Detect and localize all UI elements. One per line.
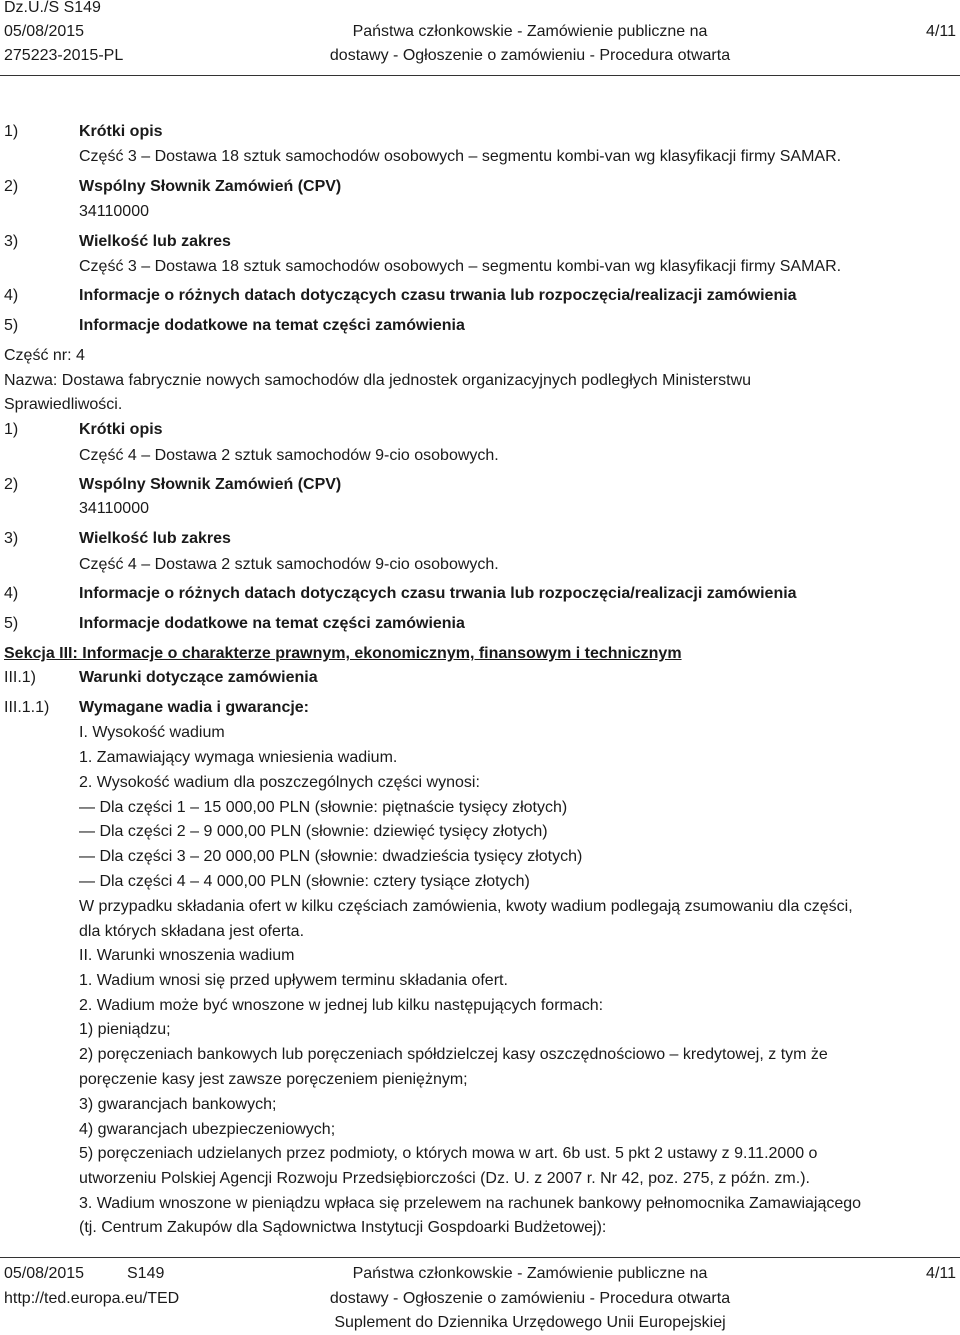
section-iii-1-number: III.1) xyxy=(4,669,37,686)
section-iii-1-title: Warunki dotyczące zamówienia xyxy=(79,669,318,686)
part3-item1-title: Krótki opis xyxy=(79,123,163,140)
text-line: utworzeniu Polskiej Agencji Rozwoju Przedsiębiorczości (Dz. U. z 2007 r. Nr 42, poz. 275, z późn. zm.). xyxy=(79,1170,810,1187)
part3-item4-title: Informacje o różnych datach dotyczących czasu trwania lub rozpoczęcia/realizacji zamówienia xyxy=(79,287,797,304)
footer-divider xyxy=(0,1257,960,1258)
part3-item2-text: 34110000 xyxy=(79,203,149,220)
text-line: W przypadku składania ofert w kilku częściach zamówienia, kwoty wadium podlegają zsumowaniu dla części, xyxy=(79,898,853,915)
footer-title-line1: Państwa członkowskie - Zamówienie publiczne na xyxy=(352,1265,708,1282)
part4-item1-number: 1) xyxy=(4,421,19,438)
header-title-line2: dostawy - Ogłoszenie o zamówieniu - Procedura otwarta xyxy=(329,47,731,64)
text-line: 2. Wadium może być wnoszone w jednej lub kilku następujących formach: xyxy=(79,997,604,1014)
text-line: 4) gwarancjach ubezpieczeniowych; xyxy=(79,1121,336,1138)
part4-name-line2: Sprawiedliwości. xyxy=(4,396,123,413)
part3-item2-number: 2) xyxy=(4,178,19,195)
footer-title-line2: dostawy - Ogłoszenie o zamówieniu - Procedura otwarta xyxy=(329,1290,731,1307)
part3-item4-number: 4) xyxy=(4,287,19,304)
ted-link[interactable]: http://ted.europa.eu/TED xyxy=(4,1290,180,1307)
text-line: poręczenie kasy jest zawsze poręczeniem pieniężnym; xyxy=(79,1071,468,1088)
text-line: II. Warunki wnoszenia wadium xyxy=(79,947,295,964)
part4-item4-title: Informacje o różnych datach dotyczących czasu trwania lub rozpoczęcia/realizacji zamówienia xyxy=(79,585,797,602)
text-line: 3. Wadium wnoszone w pieniądzu wpłaca się przelewem na rachunek bankowy pełnomocnika Zamawiającego xyxy=(79,1195,862,1212)
footer-issue: S149 xyxy=(127,1265,165,1282)
part4-number: Część nr: 4 xyxy=(4,347,85,364)
header-date: 05/08/2015 xyxy=(4,23,85,40)
part3-item5-number: 5) xyxy=(4,317,19,334)
header-divider xyxy=(0,75,960,76)
part4-item5-title: Informacje dodatkowe na temat części zamówienia xyxy=(79,615,465,632)
text-line: 3) gwarancjach bankowych; xyxy=(79,1096,277,1113)
part3-item2-title: Wspólny Słownik Zamówień (CPV) xyxy=(79,178,342,195)
section-iii-1-1-number: III.1.1) xyxy=(4,699,50,716)
part3-item1-number: 1) xyxy=(4,123,19,140)
text-line: — Dla części 3 – 20 000,00 PLN (słownie: dwadzieścia tysięcy złotych) xyxy=(79,848,583,865)
section-iii-title: Sekcja III: Informacje o charakterze prawnym, ekonomicznym, finansowym i technicznym xyxy=(4,645,682,662)
text-line: 1. Zamawiający wymaga wniesienia wadium. xyxy=(79,749,398,766)
part4-item4-number: 4) xyxy=(4,585,19,602)
text-line: 1) pieniądzu; xyxy=(79,1021,171,1038)
text-line: — Dla części 2 – 9 000,00 PLN (słownie: dziewięć tysięcy złotych) xyxy=(79,823,548,840)
part4-item2-title: Wspólny Słownik Zamówień (CPV) xyxy=(79,476,342,493)
text-line: 5) poręczeniach udzielanych przez podmioty, o których mowa w art. 6b ust. 5 pkt 2 ustawy z 9.11.2000 o xyxy=(79,1145,818,1162)
part4-item3-title: Wielkość lub zakres xyxy=(79,530,231,547)
text-line: 1. Wadium wnosi się przed upływem terminu składania ofert. xyxy=(79,972,508,989)
part4-item3-number: 3) xyxy=(4,530,19,547)
journal-reference: Dz.U./S S149 xyxy=(4,0,101,16)
part4-item1-title: Krótki opis xyxy=(79,421,163,438)
part4-item3-text: Część 4 – Dostawa 2 sztuk samochodów 9-cio osobowych. xyxy=(79,556,499,573)
footer-page-number: 4/11 xyxy=(926,1265,956,1282)
text-line: 2. Wysokość wadium dla poszczególnych części wynosi: xyxy=(79,774,480,791)
text-line: I. Wysokość wadium xyxy=(79,724,225,741)
footer-date: 05/08/2015 xyxy=(4,1265,85,1282)
part4-item2-number: 2) xyxy=(4,476,19,493)
part3-item1-text: Część 3 – Dostawa 18 sztuk samochodów osobowych – segmentu kombi-van wg klasyfikacji firmy SAMAR. xyxy=(79,148,842,165)
part3-item3-text: Część 3 – Dostawa 18 sztuk samochodów osobowych – segmentu kombi-van wg klasyfikacji firmy SAMAR. xyxy=(79,258,842,275)
notice-number: 275223-2015-PL xyxy=(4,47,124,64)
text-line: — Dla części 1 – 15 000,00 PLN (słownie: piętnaście tysięcy złotych) xyxy=(79,799,568,816)
part3-item5-title: Informacje dodatkowe na temat części zamówienia xyxy=(79,317,465,334)
part4-item5-number: 5) xyxy=(4,615,19,632)
part4-item2-text: 34110000 xyxy=(79,500,149,517)
part3-item3-number: 3) xyxy=(4,233,19,250)
header-title-line1: Państwa członkowskie - Zamówienie publiczne na xyxy=(352,23,708,40)
footer-supplement: Suplement do Dziennika Urzędowego Unii Europejskiej xyxy=(334,1314,726,1331)
part4-item1-text: Część 4 – Dostawa 2 sztuk samochodów 9-cio osobowych. xyxy=(79,447,499,464)
part4-name-line1: Nazwa: Dostawa fabrycznie nowych samochodów dla jednostek organizacyjnych podległych Ministerstwu xyxy=(4,372,752,389)
text-line: — Dla części 4 – 4 000,00 PLN (słownie: cztery tysiące złotych) xyxy=(79,873,530,890)
part3-item3-title: Wielkość lub zakres xyxy=(79,233,231,250)
section-iii-1-1-title: Wymagane wadia i gwarancje: xyxy=(79,699,310,716)
text-line: (tj. Centrum Zakupów dla Sądownictwa Instytucji Gospdoarki Budżetowej): xyxy=(79,1219,607,1236)
text-line: 2) poręczeniach bankowych lub poręczeniach spółdzielczej kasy oszczędnościowo – kredytowej, z tym że xyxy=(79,1046,828,1063)
text-line: dla których składana jest oferta. xyxy=(79,923,305,940)
header-page-number: 4/11 xyxy=(926,23,956,40)
